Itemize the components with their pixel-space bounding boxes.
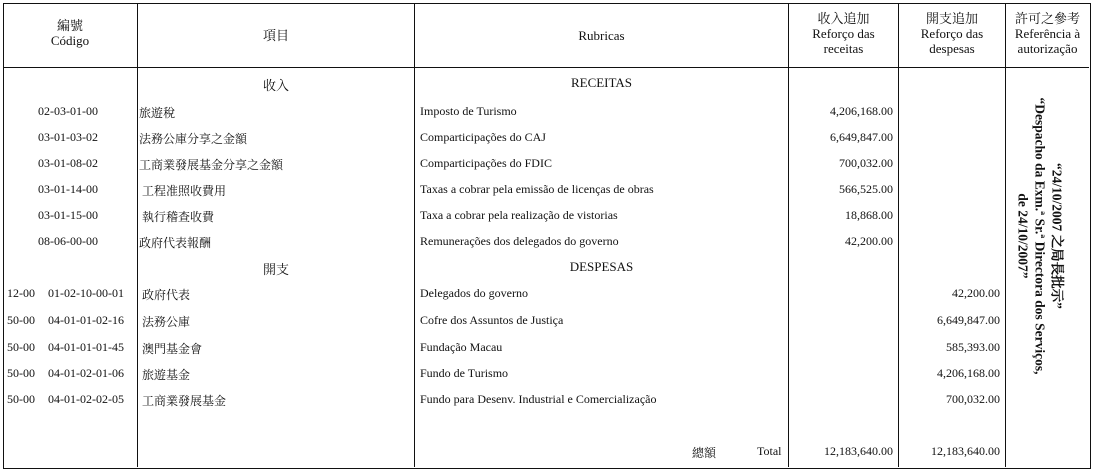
row-receita: 42,200.00 — [845, 234, 893, 248]
row-despesa: 700,032.00 — [946, 392, 1000, 406]
column-divider — [1005, 3, 1006, 467]
row-rubrica: Taxa a cobrar pela realização de vistorias — [420, 208, 618, 222]
row-org-code: 12-00 — [7, 286, 35, 300]
row-rubrica: Remunerações dos delegados do governo — [420, 234, 619, 248]
row-code: 04-01-02-01-06 — [48, 366, 124, 380]
row-code: 04-01-02-02-05 — [48, 392, 124, 406]
row-code: 03-01-03-02 — [38, 130, 98, 144]
header-item: 項目 — [262, 28, 289, 43]
row-despesa: 42,200.00 — [952, 286, 1000, 300]
row-rubrica: Delegados do governo — [420, 286, 528, 300]
row-receita: 700,032.00 — [839, 156, 893, 170]
row-rubrica: Cofre dos Assuntos de Justiça — [420, 313, 564, 327]
header-code: 編號 Código — [50, 18, 90, 48]
row-rubrica: Fundo de Turismo — [420, 366, 509, 380]
row-item: 政府代表報酬 — [139, 236, 212, 250]
row-item: 工商業發展基金 — [142, 394, 227, 408]
row-rubrica: Fundação Macau — [420, 340, 503, 354]
row-org-code: 50-00 — [7, 340, 35, 354]
row-item: 工商業發展基金分享之金額 — [139, 158, 284, 172]
header-rubricas: Rubricas — [578, 28, 625, 43]
row-despesa: 4,206,168.00 — [937, 366, 1000, 380]
row-item: 法務公庫 — [142, 315, 191, 329]
row-item: 旅遊基金 — [142, 368, 191, 382]
row-rubrica: Fundo para Desenv. Industrial e Comercialização — [420, 392, 657, 406]
row-item: 政府代表 — [142, 288, 191, 302]
row-code: 04-01-01-02-16 — [48, 313, 124, 327]
row-org-code: 50-00 — [7, 366, 35, 380]
section-despesas-pt: DESPESAS — [569, 259, 634, 274]
header-reforco-receitas: 收入追加 Reforço das receitas — [812, 11, 875, 56]
column-divider — [137, 3, 138, 467]
row-rubrica: Taxas a cobrar pela emissão de licenças de obras — [420, 182, 654, 196]
row-item: 法務公庫分享之金額 — [139, 132, 248, 146]
header-reforco-despesas: 開支追加 Reforço das despesas — [920, 11, 984, 56]
row-code: 01-02-10-00-01 — [48, 286, 124, 300]
row-item: 工程准照收費用 — [142, 184, 227, 198]
total-label-pt: Total — [757, 444, 782, 458]
header-divider — [3, 67, 1089, 68]
section-receitas-zh: 收入 — [262, 78, 289, 93]
row-item: 執行稽查收費 — [142, 210, 215, 224]
row-item: 澳門基金會 — [142, 342, 203, 356]
row-rubrica: Comparticipações do FDIC — [420, 156, 552, 170]
section-despesas-zh: 開支 — [262, 262, 289, 277]
row-receita: 18,868.00 — [845, 208, 893, 222]
row-despesa: 585,393.00 — [946, 340, 1000, 354]
row-item: 旅遊稅 — [139, 106, 176, 120]
total-receitas: 12,183,640.00 — [824, 444, 893, 458]
row-code: 08-06-00-00 — [38, 234, 98, 248]
row-code: 03-01-08-02 — [38, 156, 98, 170]
row-receita: 566,525.00 — [839, 182, 893, 196]
column-divider — [414, 3, 415, 467]
header-referencia-autorizacao: 許可之參考 Referência à autorização — [1014, 11, 1081, 56]
row-rubrica: Comparticipações do CAJ — [420, 130, 546, 144]
total-label-zh: 總額 — [692, 446, 717, 460]
row-code: 03-01-15-00 — [38, 208, 98, 222]
row-code: 02-03-01-00 — [38, 104, 98, 118]
row-org-code: 50-00 — [7, 313, 35, 327]
row-org-code: 50-00 — [7, 392, 35, 406]
row-code: 04-01-01-01-45 — [48, 340, 124, 354]
row-despesa: 6,649,847.00 — [937, 313, 1000, 327]
section-receitas-pt: RECEITAS — [570, 75, 633, 90]
total-despesas: 12,183,640.00 — [931, 444, 1000, 458]
row-code: 03-01-14-00 — [38, 182, 98, 196]
row-receita: 6,649,847.00 — [830, 130, 893, 144]
row-rubrica: Imposto de Turismo — [420, 104, 517, 118]
row-receita: 4,206,168.00 — [830, 104, 893, 118]
authorization-reference: “24/10/2007 之局長批示” “Despacho da Exm.ª Sr.ª Directora dos Serviços, de 24/10/2007” — [1015, 97, 1065, 375]
